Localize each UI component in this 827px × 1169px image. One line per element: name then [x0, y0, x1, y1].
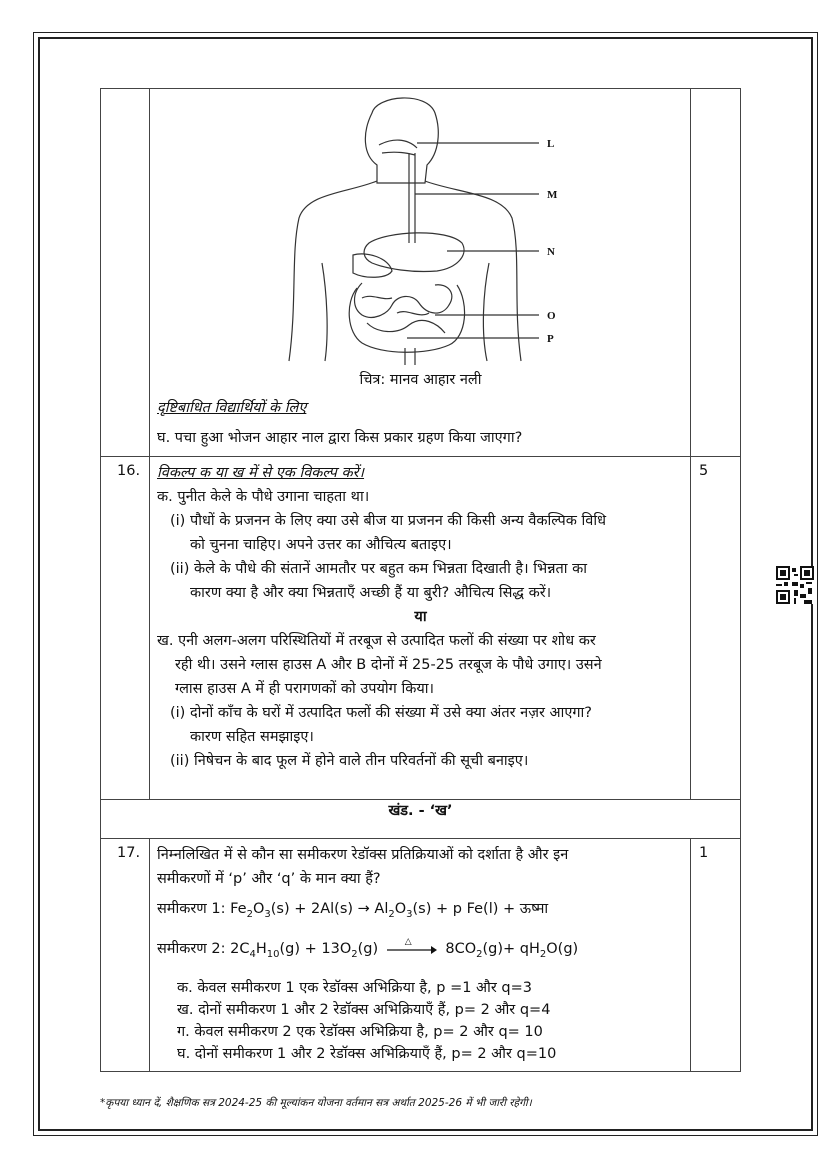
q17-option-ka: क. केवल समीकरण 1 एक रेडॉक्स अभिक्रिया है, p =1 और q=3	[177, 979, 533, 996]
arrow-icon	[387, 942, 437, 956]
label-m: M	[547, 189, 558, 201]
label-o: O	[547, 310, 556, 322]
eq1-end: (s) + p Fe(l) + ऊष्मा	[412, 901, 549, 917]
content-cell	[150, 89, 691, 457]
eq2-sub: 2	[351, 948, 358, 960]
q16-kha-line2: रही थी। उसने ग्लास हाउस A और B दोनों में 25-25 तरबूज के पौधे उगाए। उसने	[175, 657, 602, 673]
question-marks: 1	[691, 839, 741, 1072]
q17-option-kha: ख. दोनों समीकरण 1 और 2 रेडॉक्स अभिक्रियाएँ हैं, p= 2 और q=4	[177, 1001, 551, 1018]
qr-code-icon	[776, 566, 814, 604]
question-marks: 5	[691, 457, 741, 800]
eq2-sub: 10	[266, 948, 280, 960]
question-number: 17.	[101, 839, 150, 1072]
section-row	[101, 800, 741, 839]
eq2-sub: 4	[249, 948, 256, 960]
q17-stem-line2: समीकरणों में ‘p’ और ‘q’ के मान क्या हैं?	[157, 871, 381, 887]
q17-option-ga: ग. केवल समीकरण 2 एक रेडॉक्स अभिक्रिया है, p= 2 और q= 10	[177, 1023, 543, 1040]
q16-kha-ii: (ii) निषेचन के बाद फूल में होने वाले तीन परिवर्तनों की सूची बनाइए।	[170, 753, 529, 769]
q17-content	[150, 839, 691, 1072]
eq1-sub: 3	[264, 908, 271, 920]
eq1-sub: 3	[406, 908, 413, 920]
eq2-sub: 2	[476, 948, 483, 960]
eq1-o2: O	[394, 901, 407, 917]
q16-ka-intro: क. पुनीत केले के पौधे उगाना चाहता था।	[157, 489, 370, 505]
eq1-sub: 2	[246, 908, 253, 920]
question-number: 16.	[101, 457, 150, 800]
eq1-mid: (s) + 2Al(s) → Al	[270, 901, 389, 917]
eq2-c: 8CO	[445, 940, 477, 957]
eq1-o: O	[252, 901, 265, 917]
q16-instruction: विकल्प क या ख में से एक विकल्प करें।	[157, 465, 365, 481]
q16-ka-i-line1: (i) पौधों के प्रजनन के लिए क्या उसे बीज या प्रजनन की किसी अन्य वैकल्पिक विधि	[170, 513, 607, 529]
label-n: N	[547, 246, 555, 258]
eq1-sub: 2	[388, 908, 395, 920]
eq1-label: समीकरण 1:	[157, 901, 226, 917]
delta-symbol: △	[404, 936, 412, 947]
eq2-h: H	[255, 940, 267, 957]
q16-content	[150, 457, 691, 800]
eq2-label: समीकरण 2: 2C	[157, 940, 250, 957]
equation-1	[157, 897, 684, 927]
question-table	[100, 88, 741, 1072]
q16-kha-i-line2: कारण सहित समझाइए।	[190, 729, 314, 745]
number-cell	[101, 89, 150, 457]
vi-heading: दृष्टिबाधित विद्यार्थियों के लिए	[157, 400, 307, 416]
eq2-d: (g)+ qH	[482, 940, 540, 957]
table-row	[101, 89, 741, 457]
eq2-e: O(g)	[546, 940, 579, 957]
q15-part-gha: घ. पचा हुआ भोजन आहार नाल द्वारा किस प्रकार ग्रहण किया जाएगा?	[157, 430, 523, 446]
alimentary-canal-figure	[157, 93, 684, 368]
q16-kha-line1: ख. एनी अलग-अलग परिस्थितियों में तरबूज से उत्पादित फलों की संख्या पर शोध कर	[157, 633, 596, 649]
table-row	[101, 839, 741, 1072]
q16-kha-line3: ग्लास हाउस A में ही परागणकों को उपयोग किया।	[175, 681, 434, 697]
q17-option-gha: घ. दोनों समीकरण 1 और 2 रेडॉक्स अभिक्रियाएँ हैं, p= 2 और q=10	[177, 1045, 557, 1062]
q16-ka-ii-line2: कारण क्या है और क्या भिन्नताएँ अच्छी हैं या बुरी? औचित्य सिद्ध करें।	[190, 585, 552, 601]
section-title: खंड. - ‘ख’	[101, 800, 741, 839]
equation-2	[157, 937, 684, 967]
figure-caption: चित्र: मानव आहार नली	[359, 372, 482, 388]
q16-ka-i-line2: को चुनना चाहिए। अपने उत्तर का औचित्य बताइए।	[190, 537, 452, 553]
q16-ka-ii-line1: (ii) केले के पौधे की संतानें आमतौर पर बहुत कम भिन्नता दिखाती है। भिन्नता का	[170, 561, 587, 577]
q16-or: या	[414, 609, 427, 625]
eq2-sub: 2	[539, 948, 547, 960]
q16-kha-i-line1: (i) दोनों काँच के घरों में उत्पादित फलों की संख्या में उसे क्या अंतर नज़र आएगा?	[170, 705, 592, 721]
eq2-a: (g) + 13O	[279, 940, 352, 957]
label-l: L	[547, 138, 555, 150]
footnote: *कृपया ध्यान दें, शैक्षणिक सत्र 2024-25 की मूल्यांकन योजना वर्तमान सत्र अर्थात 2025-26 में भी जारी रहेगी।	[100, 1097, 532, 1109]
eq2-b: (g)	[357, 940, 379, 957]
label-p: P	[547, 333, 554, 345]
q17-stem-line1: निम्नलिखित में से कौन सा समीकरण रेडॉक्स प्रतिक्रियाओं को दर्शाता है और इन	[157, 847, 569, 863]
eq1-fe: Fe	[230, 901, 247, 917]
alimentary-canal-diagram	[157, 93, 717, 368]
table-row	[101, 457, 741, 800]
reaction-arrow	[387, 936, 437, 956]
